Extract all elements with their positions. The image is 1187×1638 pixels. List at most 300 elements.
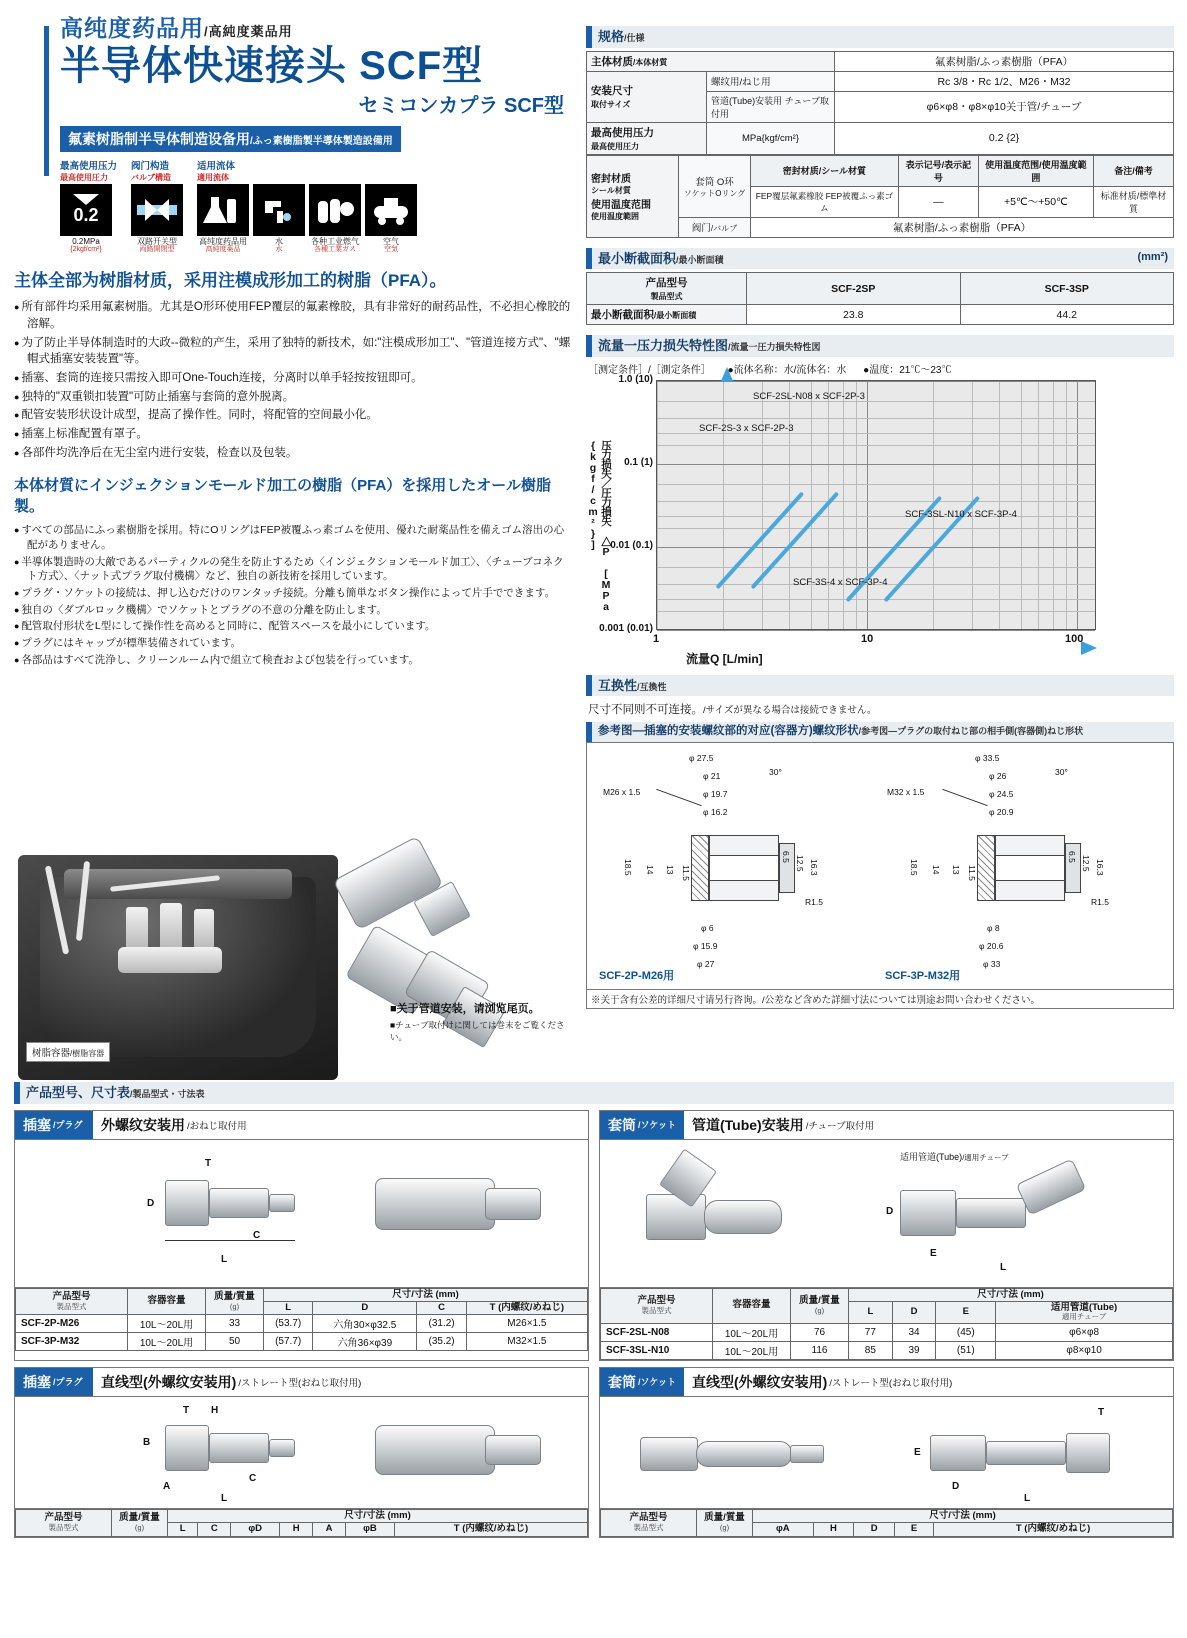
faucet-caption: 水 (275, 237, 284, 247)
cell-model: SCF-3SL-N10 (601, 1341, 713, 1359)
main-title-cn: 半导体快速接头 (60, 44, 347, 88)
socket-photo-mid (704, 1200, 782, 1234)
table-row (16, 1288, 588, 1301)
table-row (16, 1315, 588, 1333)
plug-nose (269, 1439, 295, 1457)
cell: 77 (849, 1323, 893, 1341)
flow-pressure-chart (586, 373, 1174, 667)
socket-straight-table (600, 1509, 1173, 1537)
dim: φ 27.5 (689, 753, 714, 764)
dim: 30° (769, 767, 782, 778)
block-tag: 插塞 /プラグ (15, 1368, 93, 1396)
spec-value: 0.2 {2} (835, 122, 1174, 154)
dim: φ 6 (701, 923, 714, 934)
thread-label: M26 x 1.5 (603, 787, 641, 798)
compressor-caption: 空气 (383, 237, 400, 247)
ref-drawings (586, 742, 1174, 990)
table-row (587, 122, 1174, 154)
ref-left-name: SCF-2P-M26用 (599, 970, 675, 983)
cell: 39 (892, 1341, 936, 1359)
valve-value: 氟素树脂/ふっ素樹脂（PFA） (751, 217, 1174, 237)
part-bore (995, 855, 1065, 881)
banner-jp: /ふっ素樹脂製半導体製造設備用 (250, 136, 393, 147)
x-axis-arrow-icon (1081, 641, 1097, 655)
col-header: 使用温度范围/使用温度範囲 (978, 155, 1093, 186)
cell-model: SCF-3P-M32 (16, 1333, 128, 1351)
dim: φ 19.7 (703, 789, 728, 800)
col-header: φB (345, 1523, 394, 1536)
col-header: 密封材质/シール材質 (751, 155, 899, 186)
pressure-caption: 0.2MPa (72, 237, 100, 247)
col-header: H (280, 1523, 313, 1536)
table-row (16, 1333, 588, 1351)
cell: +5℃～+50℃ (978, 186, 1093, 217)
cell: 10L～20L用 (128, 1315, 206, 1333)
seal-table (586, 155, 1174, 238)
col-header: T (内螺纹/めねじ) (394, 1523, 587, 1536)
y-tick: 0.1 (1) (624, 456, 653, 468)
list-item: ● プラグにはキャップが標準装備されています。 (14, 636, 574, 651)
cell: 76 (791, 1323, 849, 1341)
x-tick: 10 (861, 632, 874, 645)
dim: 11.5 (967, 865, 977, 882)
tube-install-note-cn: ■关于管道安装，请浏览尾页。 (390, 1003, 540, 1015)
table-row (601, 1341, 1173, 1359)
dim-label-B: B (143, 1436, 151, 1448)
spec-sublabel: 管道(Tube)安装用 チューブ取付用 (707, 91, 835, 122)
dim: φ 33 (983, 959, 1001, 970)
chart-ylabel: 压力损失／圧力損失 △P [MPa {kgf/cm²}] (587, 439, 612, 612)
socket-straight-drawing (600, 1397, 1173, 1509)
socket-photo-end (640, 1437, 698, 1471)
tube-note: 适用管道(Tube)/適用チューブ (900, 1151, 1009, 1162)
dim: φ 24.5 (989, 789, 1014, 800)
dim: 14 (645, 865, 655, 875)
cell: 六角30×φ32.5 (313, 1315, 417, 1333)
main-title-model: SCF型 (359, 44, 484, 88)
title-block (14, 10, 574, 152)
coupler-fitting (160, 903, 182, 949)
cell: 34 (892, 1323, 936, 1341)
plug-hex-section (165, 1180, 209, 1226)
right-column (586, 26, 1174, 1009)
valve-caption: 双路开关型 (137, 237, 178, 247)
valve-caption-jp: 両路開閉型 (139, 246, 175, 254)
features-list-jp (14, 523, 574, 667)
col-header: 容器容量 (128, 1288, 206, 1315)
cell: 标准材质/標準材質 (1093, 186, 1173, 217)
dim: φ 27 (697, 959, 715, 970)
table-row (16, 1509, 588, 1522)
dim-row-1 (14, 1110, 1174, 1361)
gas-caption: 各种工业燃气 (311, 237, 360, 247)
title-accent-bar (44, 26, 49, 176)
plug-photo (375, 1178, 495, 1230)
main-title (60, 43, 574, 89)
min-area-title-cn: 最小断截面积 (598, 250, 677, 266)
chart-title-jp: /流量一圧力損失特性図 (728, 342, 821, 353)
plug-photo (375, 1425, 495, 1475)
cell: 23.8 (747, 305, 961, 325)
col-header: L (168, 1523, 198, 1536)
dim: 16.3 (809, 859, 819, 876)
coupler-fitting (194, 909, 214, 949)
dim-label-H: H (211, 1404, 219, 1416)
y-tick: 0.001 (0.01) (599, 622, 653, 634)
socket-photo-body (696, 1441, 792, 1467)
series-annotation: SCF-3SL-N10 x SCF-3P-4 (905, 508, 1017, 520)
list-item: ● 独特的"双重锁扣装置"可防止插塞与套筒的意外脱离。 (14, 389, 574, 406)
col-header: C (198, 1523, 231, 1536)
dim: φ 33.5 (975, 753, 1000, 764)
left-column (14, 10, 574, 670)
socket-dim-end (930, 1435, 986, 1471)
x-tick: 1 (653, 632, 660, 645)
col-header: 产品型号 製品型式 (16, 1509, 112, 1536)
dim-row-2 (14, 1367, 1174, 1538)
dim: 18.5 (909, 859, 919, 876)
col-header: SCF-2SP (747, 273, 961, 305)
dim: φ 20.6 (979, 941, 1004, 952)
list-item: ● 插塞、套筒的连接只需按入即可One-Touch连接，分离时以单手轻按按钮即可。 (14, 370, 574, 387)
col-header: φA (753, 1523, 814, 1536)
col-header: T (内螺纹/めねじ) (934, 1523, 1173, 1536)
min-area-title-jp: /最小断面積 (676, 254, 724, 265)
bottom-title-jp: /製品型式・寸法表 (130, 1089, 205, 1099)
chart-section-title (586, 335, 1174, 357)
photo-caption-1 (26, 1042, 110, 1062)
socket-dim-tube (1016, 1158, 1087, 1215)
series-annotation: SCF-3S-4 x SCF-3P-4 (793, 576, 888, 588)
block-tag: 套筒 /ソケット (600, 1368, 684, 1396)
spec-value: 氟素树脂/ふっ素樹脂（PFA） (835, 51, 1174, 71)
dimension-tables-section (14, 1082, 1174, 1538)
compat-section-title (586, 675, 1174, 697)
block-socket-straight (599, 1367, 1174, 1538)
pressure-arrow-icon (73, 194, 99, 205)
socket-dim-body (986, 1441, 1066, 1465)
block-title: 直线型(外螺纹安装用) /ストレート型(おねじ取付用) (101, 1373, 362, 1390)
socket-photo-body (646, 1194, 706, 1240)
col-header: A (313, 1523, 346, 1536)
dim: φ 16.2 (703, 807, 728, 818)
cell: M26×1.5 (466, 1315, 587, 1333)
flask-icon (197, 184, 249, 236)
cell-model: SCF-2SL-N08 (601, 1323, 713, 1341)
dim: φ 15.9 (693, 941, 718, 952)
cell: φ6×φ8 (996, 1323, 1173, 1341)
cell: FEP覆层氟素橡胶 FEP被覆ふっ素ゴム (751, 186, 899, 217)
part-hatch (977, 835, 995, 901)
table-row (601, 1288, 1173, 1301)
compat-title-jp: /互換性 (637, 681, 667, 692)
cell: 85 (849, 1341, 893, 1359)
spec-title-cn: 规格 (598, 29, 625, 44)
row-label: 最小断截面积/最小断面積 (587, 305, 747, 325)
ref-note (586, 990, 1174, 1009)
condition-fluid: ●流体名称：水/流体名：水 (727, 364, 847, 376)
features-list-cn (14, 299, 574, 461)
compressor-caption-jp: 空気 (384, 246, 399, 254)
spec-section-title (586, 26, 1174, 48)
socket-dim-shank (956, 1198, 1026, 1228)
cell: 50 (206, 1333, 264, 1351)
eyebrow-jp: /高純度薬品用 (204, 24, 293, 39)
plug-straight-table (15, 1509, 588, 1537)
cell: (57.7) (264, 1333, 313, 1351)
gas-caption-jp: 各種工業ガス (314, 246, 357, 254)
compressor-icon (365, 184, 417, 236)
col-header: 备注/備考 (1093, 155, 1173, 186)
dim: 12.5 (795, 855, 805, 872)
cell: (51) (936, 1341, 996, 1359)
gas-icon (309, 184, 361, 236)
dim: R1.5 (1091, 897, 1109, 908)
col-header: 质量/質量 (g) (206, 1288, 264, 1315)
dim: φ 26 (989, 771, 1007, 782)
dim-label-E: E (914, 1446, 921, 1458)
col-header: E (894, 1523, 933, 1536)
ref-drawing-right (879, 747, 1166, 985)
col-header: D (854, 1523, 895, 1536)
dim-label-L: L (1024, 1492, 1031, 1504)
coupler-fitting (126, 907, 148, 949)
col-header: D (313, 1302, 417, 1315)
plug-photo-nose (485, 1188, 541, 1220)
dim: 13 (665, 865, 675, 875)
valve-label: 阀门/バルブ (679, 217, 751, 237)
series-line (751, 491, 840, 589)
bottom-title-cn: 产品型号、尺寸表 (26, 1085, 131, 1100)
col-header: 质量/質量 (g) (791, 1288, 849, 1323)
cell: — (898, 186, 978, 217)
ref-note-jp: /公差など含めた詳細寸法については別途お問い合わせください。 (762, 995, 1040, 1007)
spec-value: φ6×φ8・φ8×φ10关于管/チューブ (835, 91, 1174, 122)
dim-label-D: D (952, 1480, 960, 1492)
icon-group-valve-label: 阀门构造 (131, 161, 170, 172)
block-title: 管道(Tube)安装用 /チューブ取付用 (691, 1116, 875, 1133)
dim-label-C: C (249, 1472, 257, 1484)
eyebrow (60, 10, 574, 43)
cell: 10L～20L用 (713, 1323, 791, 1341)
col-header: 尺寸/寸法 (mm) (849, 1288, 1173, 1301)
flask-caption: 高纯度药品用 (199, 237, 248, 247)
socket-dim-hex (1066, 1433, 1110, 1473)
features-headline-cn: 主体全部为树脂材质，采用注模成形加工的树脂（PFA）。 (14, 271, 447, 291)
plug-thread-table (15, 1288, 588, 1352)
socket-oring-label: 套筒 O环 ソケットOリング (679, 155, 751, 217)
cell: (31.2) (417, 1315, 466, 1333)
valve-icon (131, 184, 183, 236)
cell: 10L～20L用 (713, 1341, 791, 1359)
dim: 16.3 (1095, 859, 1105, 876)
col-header: φD (231, 1523, 280, 1536)
icon-group-fluid-label-jp: 適用流体 (197, 172, 230, 182)
icon-group-pressure-label: 最高使用压力 (60, 161, 118, 172)
list-item: ● 各部品はすべて洗浄し、クリーンルーム内で組立て検査および包装を行っています。 (14, 653, 574, 668)
dim: 18.5 (623, 859, 633, 876)
col-header: 尺寸/寸法 (mm) (753, 1509, 1173, 1522)
y-tick: 1.0 (10) (618, 373, 653, 385)
col-header: 产品型号 製品型式 (16, 1288, 128, 1315)
list-item: ● すべての部品にふっ素樹脂を採用。特にOリングはFEP被覆ふっ素ゴムを使用、優れた耐薬品性を備えゴム溶出の心配がありません。 (14, 523, 574, 552)
cell: 44.2 (960, 305, 1174, 325)
col-header: L (264, 1302, 313, 1315)
spec-table (586, 51, 1174, 155)
cell: (53.7) (264, 1315, 313, 1333)
manifold-plate (118, 947, 222, 973)
list-item: ● プラグ・ソケットの接続は、押し込むだけのワンタッチ接続。分離も簡単なボタン操作によって片手でできます。 (14, 586, 574, 601)
series-annotation: SCF-2S-3 x SCF-2P-3 (699, 422, 794, 434)
min-area-section-title (586, 248, 1174, 270)
min-area-unit: (mm²) (1137, 250, 1168, 263)
block-title: 外螺纹安装用 /おねじ取付用 (101, 1116, 247, 1133)
col-header: D (892, 1302, 936, 1324)
cell: (45) (936, 1323, 996, 1341)
block-title: 直线型(外螺纹安装用) /ストレート型(おねじ取付用) (691, 1373, 953, 1390)
dim-label-T: T (1098, 1406, 1105, 1418)
part-bore (709, 855, 779, 881)
ref-section-title (586, 722, 1174, 742)
cell: 10L～20L用 (128, 1333, 206, 1351)
col-header: 适用管道(Tube) 適用チューブ (996, 1302, 1173, 1324)
col-header: H (813, 1523, 854, 1536)
faucet-caption-jp: 水 (275, 246, 283, 254)
cell: 33 (206, 1315, 264, 1333)
plug-shank (209, 1433, 269, 1463)
dim-label-A: A (163, 1480, 171, 1492)
ref-title-jp: /参考図—プラグの取付ねじ部の相手側(容器側)ねじ形状 (858, 726, 1084, 737)
block-tag: 套筒 /ソケット (600, 1111, 684, 1139)
ref-note-cn: ※关于含有公差的详细尺寸请另行咨询。 (591, 995, 763, 1007)
flask-caption-jp: 高純度薬品 (205, 246, 241, 254)
tube-install-note (390, 1000, 570, 1043)
features-headline-jp: 本体材質にインジェクションモールド加工の樹脂（PFA）を採用したオール樹脂製。 (14, 477, 552, 516)
photo-caption-1-cn: 树脂容器 (32, 1048, 71, 1059)
list-item: ● 配管取付形状をL型にして操作性を高めると同時に、配管スペースを最小にしています。 (14, 619, 574, 634)
icon-group-valve (131, 162, 183, 254)
plug-straight-drawing (15, 1397, 588, 1509)
pressure-icon-value: 0.2 (73, 205, 99, 226)
dim-label-C: C (253, 1229, 261, 1241)
cell: M32×1.5 (466, 1333, 587, 1351)
min-area-table (586, 272, 1174, 325)
col-header: 尺寸/寸法 (mm) (264, 1288, 588, 1301)
dim-label-L: L (1000, 1261, 1007, 1273)
col-header: E (936, 1302, 996, 1324)
spec-label: 主体材质/本体材質 (587, 51, 835, 71)
spec-label: 安装尺寸 取付サイズ (587, 71, 707, 122)
socket-tube-table (600, 1288, 1173, 1360)
col-header: 质量/質量 (g) (112, 1509, 168, 1536)
part-hatch (691, 835, 709, 901)
table-row (587, 273, 1174, 305)
icon-group-fluid-label: 适用流体 (197, 161, 236, 172)
list-item: ● 配管安装形状设计成型，提高了操作性。同时，将配管的空间最小化。 (14, 407, 574, 424)
col-header: 产品型号 製品型式 (587, 273, 747, 305)
compat-title-cn: 互换性 (598, 677, 638, 693)
col-header: 表示记号/表示記号 (898, 155, 978, 186)
list-item: ● 独自の〈ダブルロック機構〉でソケットとプラグの不意の分離を防止します。 (14, 603, 574, 618)
list-item: ● 为了防止半导体制造时的大政--微粒的产生，采用了独特的新技术，如:"注模成形加工"、"管道连接方式"、"螺帽式插塞安装装置"等。 (14, 335, 574, 368)
thread-label: M32 x 1.5 (887, 787, 925, 798)
icon-group-pressure-label-jp: 最高使用圧力 (60, 172, 108, 182)
ref-drawing-left (593, 747, 880, 985)
spec-sublabel: 螺纹用/ねじ用 (707, 71, 835, 91)
pressure-caption-jp: {2kgf/cm²} (70, 246, 102, 254)
x-tick: 100 (1065, 632, 1084, 645)
col-header: 产品型号 製品型式 (601, 1288, 713, 1323)
cell-model: SCF-2P-M26 (16, 1315, 128, 1333)
socket-tube-drawing (600, 1140, 1173, 1288)
dim: 30° (1055, 767, 1068, 778)
chart-conditions (588, 361, 1174, 376)
compat-text-jp: /サイズが異なる場合は接続できません。 (703, 705, 877, 717)
spec-sublabel: MPa{kgf/cm²} (707, 122, 835, 154)
plug-nose (269, 1194, 295, 1212)
table-row (601, 1323, 1173, 1341)
chart-title-cn: 流量一压力损失特性图 (598, 338, 729, 354)
dim-label-T: T (205, 1157, 212, 1169)
spec-value: Rc 3/8・Rc 1/2、M26・M32 (835, 71, 1174, 91)
condition-temp: ●温度：21℃～23℃ (863, 364, 952, 376)
icon-group-valve-label-jp: バルブ構造 (131, 172, 172, 182)
col-header: 质量/質量 (g) (697, 1509, 753, 1536)
col-header: 尺寸/寸法 (mm) (168, 1509, 588, 1522)
dim-label-E: E (930, 1247, 937, 1259)
dim: 11.5 (681, 865, 691, 882)
dim-label-L: L (221, 1492, 228, 1504)
list-item: ● 插塞上标准配置有罩子。 (14, 426, 574, 443)
y-tick: 0.01 (0.1) (610, 539, 653, 551)
block-plug-thread (14, 1110, 589, 1361)
bottom-section-title (14, 1082, 1174, 1104)
eyebrow-cn: 高纯度药品用 (60, 15, 204, 41)
sub-title-jp: セミコンカプラ (358, 95, 499, 117)
conditions-label: ［测定条件］/［測定条件］ (588, 364, 711, 376)
table-row (587, 305, 1174, 325)
icon-strip (14, 162, 574, 254)
plug-photo-nose (485, 1435, 541, 1465)
dim: 12.5 (1081, 855, 1091, 872)
ref-title-cn: 参考图—插塞的安装螺纹部的对应(容器方)螺纹形状 (598, 725, 859, 738)
socket-photo-nose (790, 1445, 824, 1463)
col-header: C (417, 1302, 466, 1315)
compat-text (588, 701, 1172, 717)
list-item: ● 各部件均洗净后在无尘室内进行安装，检查以及包装。 (14, 445, 574, 462)
series-annotation: SCF-2SL-N08 x SCF-2P-3 (753, 390, 865, 402)
table-row (601, 1509, 1173, 1522)
faucet-icon (253, 184, 305, 236)
dim: 13 (951, 865, 961, 875)
banner-cn: 氟素树脂制半导体制造设备用 (68, 131, 250, 147)
list-item: ● 半導体製造時の大敵であるパーティクルの発生を防止するため〈インジェクションモールド加工〉、〈チューブコネクト方式〉、〈ナット式プラグ取付機構〉など、独自の新技術を採用しています。 (14, 555, 574, 584)
plug-shank (209, 1188, 269, 1218)
dim-label-D: D (886, 1205, 894, 1217)
seal-temp-label: 密封材质 シール材質 使用温度范围 使用温度範囲 (587, 155, 679, 237)
dim: 14 (931, 865, 941, 875)
dim-label-L: L (221, 1253, 228, 1265)
ref-right-name: SCF-3P-M32用 (885, 970, 961, 983)
col-header: T (内螺纹/めねじ) (466, 1302, 587, 1315)
block-plug-straight (14, 1367, 589, 1538)
cell: φ8×φ10 (996, 1341, 1173, 1359)
col-header: SCF-3SP (960, 273, 1174, 305)
cell: 六角36×φ39 (313, 1333, 417, 1351)
plug-thread-drawing (15, 1140, 588, 1288)
block-socket-tube (599, 1110, 1174, 1361)
dim-label-T: T (183, 1404, 190, 1416)
